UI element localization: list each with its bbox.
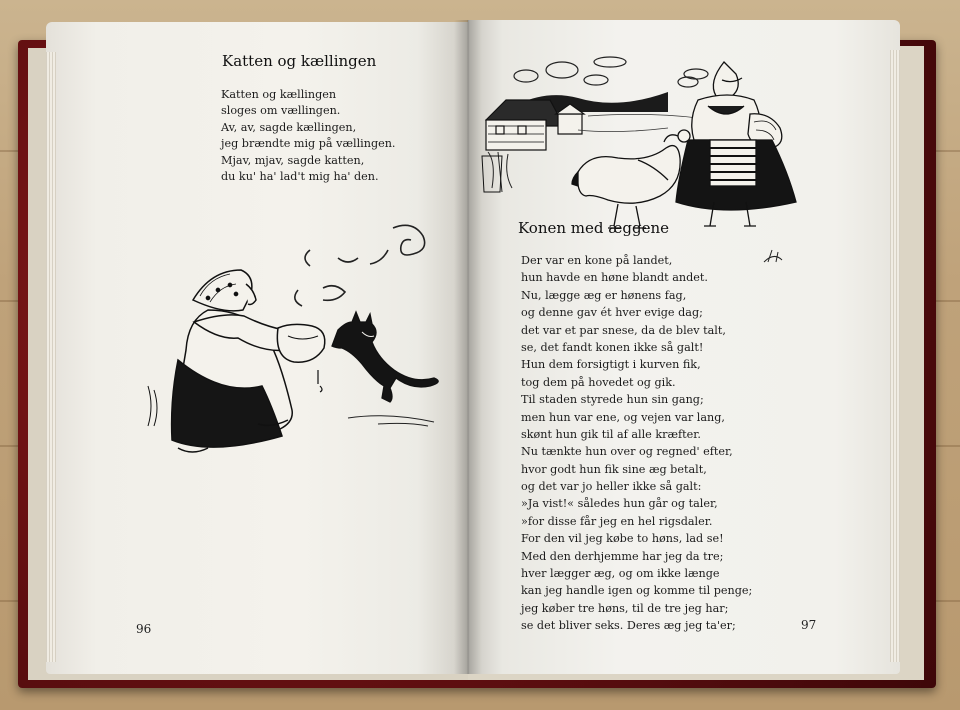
poem-line: sloges om vællingen. [221, 104, 341, 118]
poem-line: tog dem på hovedet og gik. [521, 375, 676, 389]
page-number-right: 97 [801, 618, 817, 632]
poem-line: jeg køber tre høns, til de tre jeg har; [521, 601, 729, 615]
page-edge [46, 52, 56, 662]
poem-line: Hun dem forsigtigt i kurven fik, [521, 358, 701, 372]
poem-line: det var et par snese, da de blev talt, [521, 323, 726, 337]
poem-line: »Ja vist!« således hun går og taler, [521, 497, 718, 511]
poem-line: Med den derhjemme har jeg da tre; [521, 549, 724, 563]
poem-line: hun havde en høne blandt andet. [521, 271, 708, 285]
poem-line: Nu, lægge æg er hønens fag, [521, 288, 687, 302]
poem-line: Katten og kællingen [221, 88, 337, 101]
page-title-right: Konen med æggene [518, 219, 669, 237]
illustration-old-woman-and-cat [138, 210, 458, 460]
poem-line: Mjav, mjav, sagde katten, [221, 153, 365, 167]
poem-line: men hun var ene, og vejen var lang, [521, 410, 725, 424]
poem-line: kan jeg handle igen og komme til penge; [521, 584, 753, 598]
illustration-farm-woman-and-hen [478, 56, 808, 276]
poem-line: du ku' ha' lad't mig ha' den. [221, 169, 379, 183]
poem-line: se det bliver seks. Deres æg jeg ta'er; [521, 619, 736, 633]
poem-left [221, 87, 395, 185]
poem-line: Der var en kone på landet, [521, 254, 673, 267]
poem-line: hver lægger æg, og om ikke længe [521, 567, 720, 581]
poem-line: hvor godt hun fik sine æg betalt, [521, 462, 707, 476]
page-edge [890, 50, 900, 662]
poem-line: Nu tænkte hun over og regned' efter, [521, 445, 733, 459]
poem-line: jeg brændte mig på vællingen. [221, 137, 396, 151]
poem-line: og det var jo heller ikke så galt: [521, 480, 702, 494]
page-title-left: Katten og kællingen [222, 52, 377, 70]
poem-line: skønt hun gik til af alle kræfter. [521, 427, 701, 441]
poem-line: »for disse får jeg en hel rigsdaler. [521, 514, 713, 528]
poem-line: se, det fandt konen ikke så galt! [521, 340, 704, 354]
poem-line: Til staden styrede hun sin gang; [521, 393, 704, 407]
page-number-left: 96 [136, 622, 152, 636]
poem-line: Av, av, sagde kællingen, [221, 120, 357, 134]
poem-right [521, 252, 752, 635]
poem-line: For den vil jeg købe to høns, lad se! [521, 532, 724, 546]
poem-line: og denne gav ét hver evige dag; [521, 306, 703, 320]
